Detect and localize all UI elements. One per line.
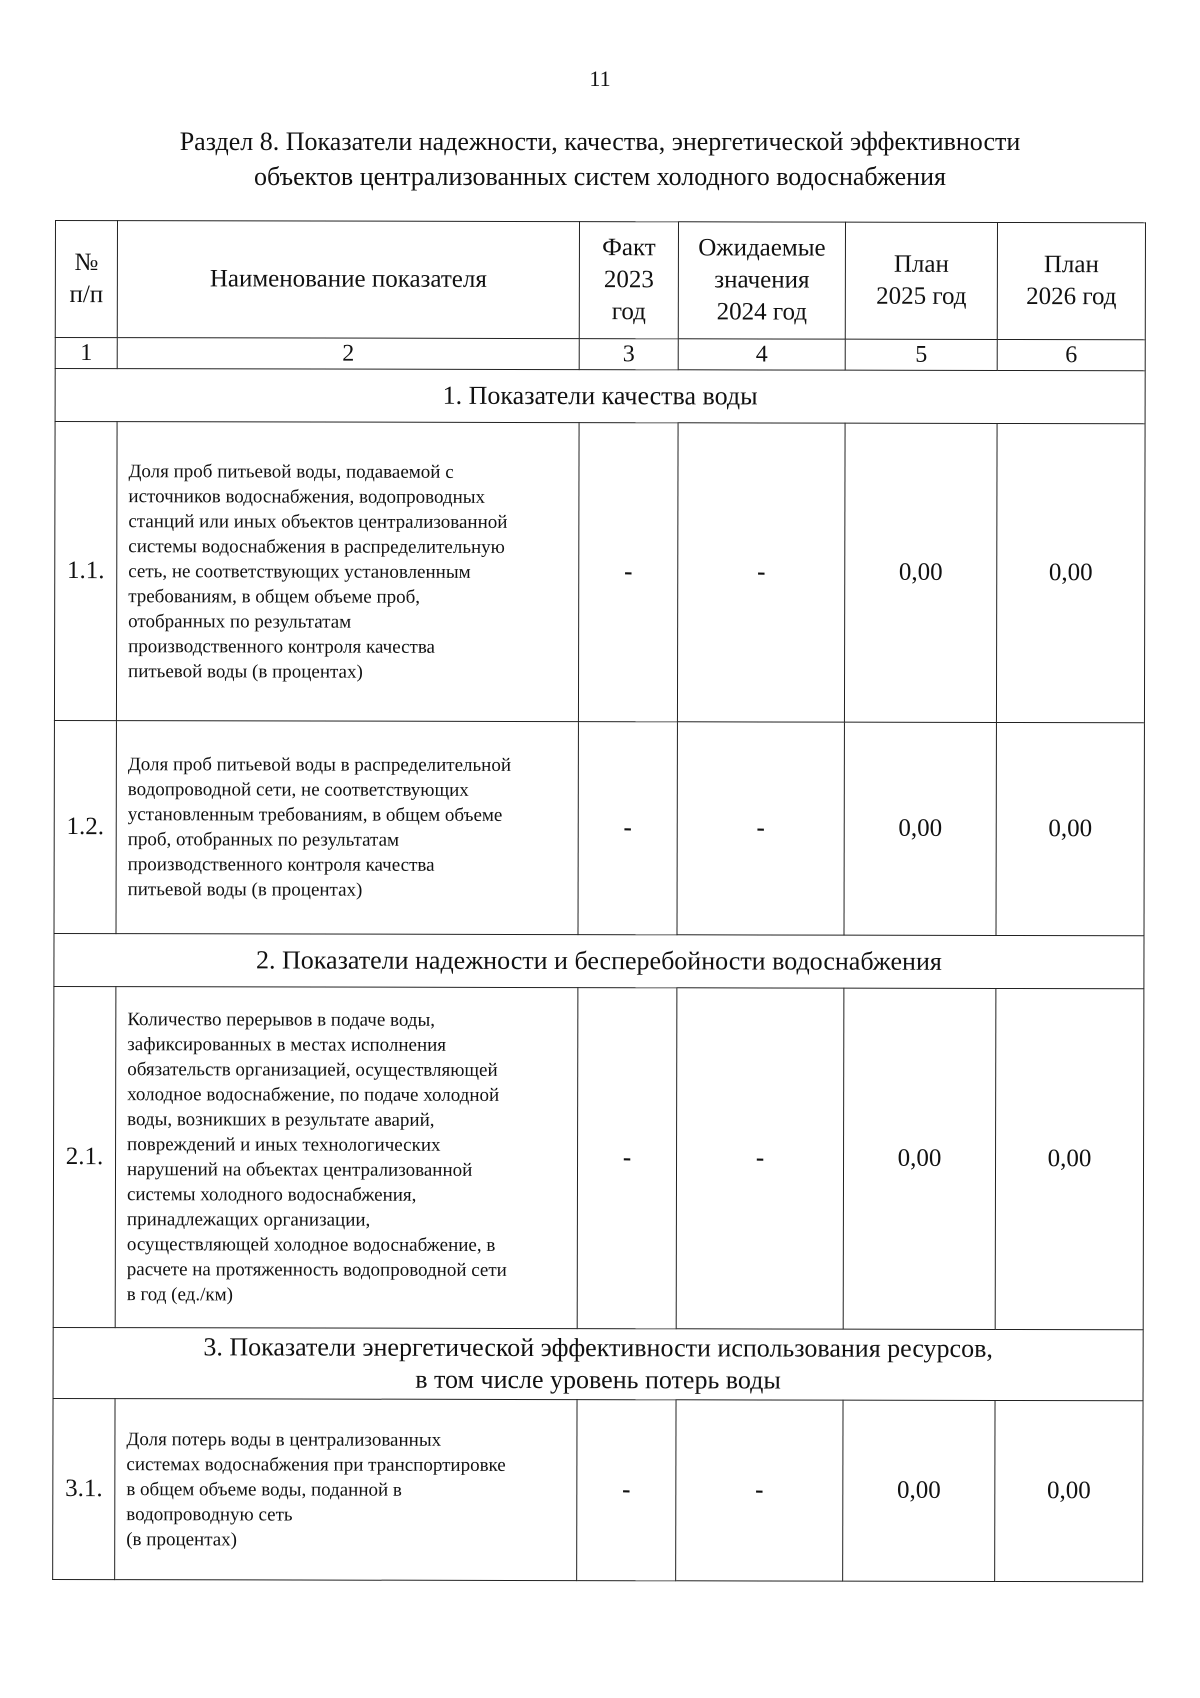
table-row [54, 422, 1145, 723]
row-fact: - [577, 988, 677, 1329]
row-plan-2026: 0,00 [995, 1400, 1143, 1581]
row-name: Количество перерывов в подаче воды, зафиксированных в местах исполнения обязательств организацией, осуществляющей холодное водоснабжение, по подаче холодной воды, возникших в результате аварий, повреждений и иных технологических нарушений на объектах централизованной системы холодного водоснабжения, принадлежащих организации, осуществляющей холодное водоснабжение, в расчете на протяженность водопроводной сети в год (ед./км) [115, 987, 578, 1329]
group-row-3 [53, 1327, 1143, 1400]
header-fact: Факт 2023 год [579, 222, 678, 339]
row-expected: - [676, 988, 844, 1329]
header-plan-2025: План 2025 год [845, 222, 997, 339]
section-title-line-2: объектов централизованных систем холодного водоснабжения [254, 162, 946, 191]
table-header-row [55, 221, 1145, 340]
column-number: 2 [117, 338, 579, 370]
header-expected: Ожидаемые значения 2024 год [678, 222, 845, 339]
row-fact: - [577, 1400, 676, 1581]
row-num: 3.1. [53, 1398, 115, 1579]
section-title-line-1: Раздел 8. Показатели надежности, качества, энергетической эффективности [179, 127, 1021, 156]
row-plan-2025: 0,00 [844, 423, 997, 722]
row-plan-2026: 0,00 [996, 423, 1145, 722]
row-fact: - [578, 423, 678, 722]
section-title [0, 124, 1200, 194]
row-num: 1.1. [54, 422, 117, 721]
group-title: 1. Показатели качества воды [55, 369, 1145, 424]
group-row-1 [55, 369, 1145, 424]
row-expected: - [677, 722, 844, 935]
column-number: 4 [678, 339, 845, 370]
row-plan-2025: 0,00 [843, 988, 996, 1329]
row-plan-2026: 0,00 [996, 722, 1144, 935]
row-plan-2025: 0,00 [843, 1400, 995, 1581]
row-plan-2026: 0,00 [995, 988, 1144, 1329]
group-row-2 [54, 933, 1144, 988]
row-name: Доля потерь воды в централизованных системах водоснабжения при транспортировке в общем объеме воды, поданной в водопроводную сеть (в процентах) [115, 1399, 577, 1581]
column-number: 6 [997, 339, 1145, 370]
column-number: 5 [845, 339, 997, 370]
header-num: № п/п [55, 221, 117, 338]
row-expected: - [677, 423, 845, 722]
group-title: 2. Показатели надежности и бесперебойности водоснабжения [54, 933, 1144, 988]
page-number: 11 [589, 66, 611, 91]
table-row [53, 986, 1144, 1329]
table-row [53, 1398, 1143, 1581]
column-number-row [55, 338, 1145, 371]
row-expected: - [676, 1400, 843, 1581]
row-num: 2.1. [53, 986, 116, 1327]
header-plan-2026: План 2026 год [997, 222, 1145, 339]
row-name: Доля проб питьевой воды в распределительной водопроводной сети, не соответствующих установленным требованиям, в общем объеме проб, отобранных по результатам производственного контроля качества питьевой воды (в процентах) [116, 721, 578, 935]
row-plan-2025: 0,00 [844, 722, 996, 935]
table-row [54, 720, 1144, 935]
column-number: 1 [55, 338, 117, 369]
row-fact: - [578, 722, 677, 935]
column-number: 3 [579, 339, 678, 370]
indicators-table [52, 220, 1146, 1582]
row-name: Доля проб питьевой воды, подаваемой с источников водоснабжения, водопроводных станций или иных объектов централизованной системы водоснабжения в распределительную сеть, не соответствующих установленным требованиям, в общем объеме проб, отобранных по результатам производственного контроля качества питьевой воды (в процентах) [116, 422, 579, 722]
group-title: 3. Показатели энергетической эффективности использования ресурсов, в том числе уровень потерь воды [53, 1327, 1143, 1400]
row-num: 1.2. [54, 720, 116, 933]
header-name: Наименование показателя [117, 221, 579, 339]
